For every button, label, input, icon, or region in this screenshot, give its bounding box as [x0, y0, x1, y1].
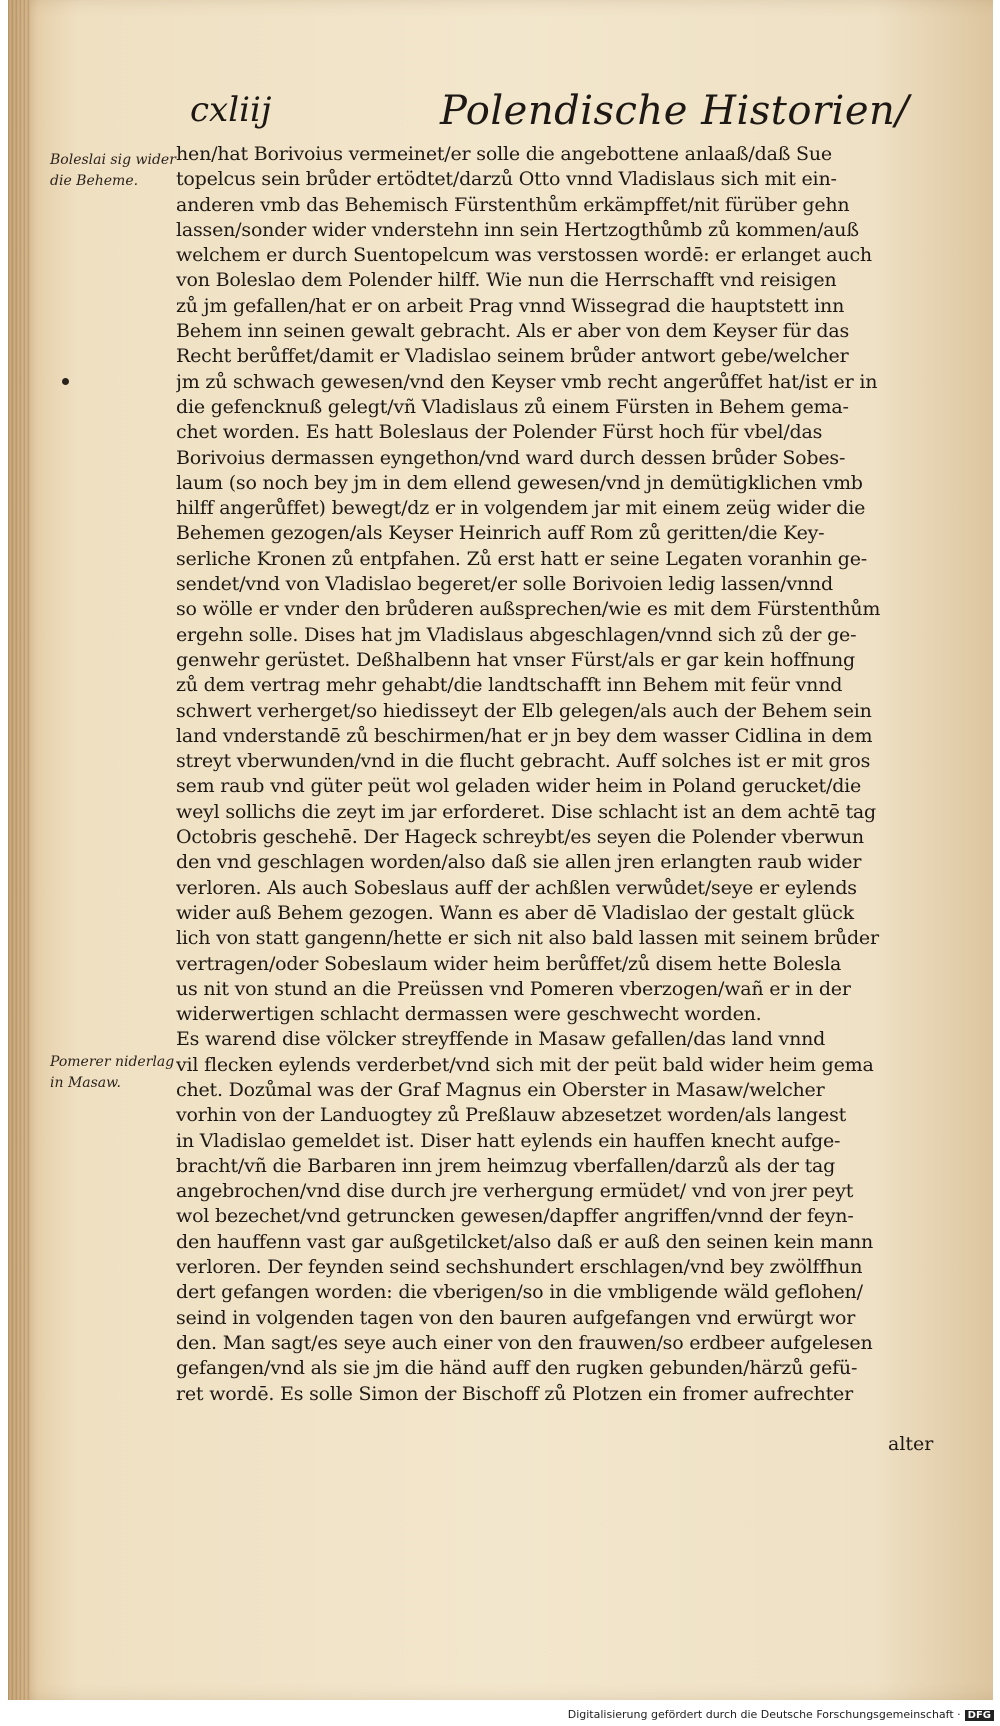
- text-line: von Boleslao dem Polender hilff. Wie nun die Herrschafft vnd reisigen: [176, 269, 837, 292]
- text-line: Es warend dise völcker streyffende in Masaw gefallen/das land vnnd: [176, 1028, 826, 1051]
- text-line: Behemen gezogen/als Keyser Heinrich auff Rom zů geritten/die Key-: [176, 522, 825, 545]
- text-line: gefangen/vnd als sie jm die händ auff den rugken gebunden/härzů gefü-: [176, 1357, 858, 1380]
- text-line: Octobris geschehē. Der Hageck schreybt/es seyen die Polender vberwun: [176, 826, 864, 849]
- catchword: alter: [888, 1433, 934, 1455]
- text-line: den vnd geschlagen worden/also daß sie allen jren erlangten raub wider: [176, 851, 862, 874]
- text-line: welchem er durch Suentopelcum was verstossen wordē: er erlanget auch: [176, 244, 872, 267]
- footer-credit-text: Digitalisierung gefördert durch die Deutsche Forschungsgemeinschaft ·: [567, 1708, 961, 1721]
- running-title: Polendische Historien/: [440, 88, 910, 134]
- dfg-logo: DFG: [965, 1710, 994, 1721]
- margin-note-boleslai: Boleslai sig wider die Beheme.: [50, 152, 176, 189]
- text-line: bracht/vñ die Barbaren inn jrem heimzug vberfallen/darzů als der tag: [176, 1154, 836, 1177]
- text-line: ret wordē. Es solle Simon der Bischoff zů Plotzen ein fromer aufrechter: [176, 1382, 853, 1405]
- text-line: angebrochen/vnd dise durch jre verhergung ermüdet/ vnd von jrer peyt: [176, 1180, 854, 1203]
- text-line: widerwertigen schlacht dermassen were geschwecht worden.: [176, 1003, 762, 1026]
- text-line: chet. Dozůmal was der Graf Magnus ein Oberster in Masaw/welcher: [176, 1078, 825, 1101]
- text-line: laum (so noch bey jm in dem ellend gewesen/vnd jn demütigklichen vmb: [176, 471, 863, 494]
- text-line: den. Man sagt/es seye auch einer von den frauwen/so erdbeer aufgelesen: [176, 1331, 873, 1354]
- text-line: land vnderstandē zů beschirmen/hat er jn bey dem wasser Cidlina in dem: [176, 724, 873, 747]
- page-gutter-edge: [8, 0, 30, 1700]
- text-line: wider auß Behem gezogen. Wann es aber dē Vladislao der gestalt glück: [176, 901, 854, 924]
- text-line: vorhin von der Landuogtey zů Preßlauw abzesetzet worden/als langest: [176, 1104, 847, 1127]
- text-line: lassen/sonder wider vnderstehn inn sein Hertzogthůmb zů kommen/auß: [176, 218, 859, 241]
- margin-dot-mark: [62, 378, 69, 385]
- text-line: zů jm gefallen/hat er on arbeit Prag vnnd Wissegrad die hauptstett inn: [176, 294, 845, 317]
- text-line: vil flecken eylends verderbet/vnd sich mit der peüt bald wider heim gema: [176, 1053, 874, 1076]
- text-line: seind in volgenden tagen von den bauren aufgefangen vnd erwürgt wor: [176, 1306, 856, 1329]
- text-line: Behem inn seinen gewalt gebracht. Als er aber von dem Keyser für das: [176, 320, 850, 343]
- text-line: verloren. Der feynden seind sechshundert erschlagen/vnd bey zwölffhun: [176, 1256, 863, 1279]
- text-line: Borivoius dermassen eyngethon/vnd ward durch dessen brůder Sobes-: [176, 446, 846, 469]
- text-line: dert gefangen worden: die vberigen/so in die vmbligende wäld geflohen/: [176, 1281, 863, 1304]
- text-line: jm zů schwach gewesen/vnd den Keyser vmb recht angerůffet hat/ist er in: [176, 370, 878, 393]
- text-line: anderen vmb das Behemisch Fürstenthům erkämpffet/nit fürüber gehn: [176, 193, 850, 216]
- text-line: sendet/vnd von Vladislao begeret/er solle Borivoien ledig lassen/vnnd: [176, 573, 833, 596]
- text-line: topelcus sein brůder ertödtet/darzů Otto vnnd Vladislaus sich mit ein-: [176, 168, 837, 191]
- text-line: chet worden. Es hatt Boleslaus der Polender Fürst hoch für vbel/das: [176, 421, 823, 444]
- text-line: us nit von stund an die Preüssen vnd Pomeren vberzogen/wañ er in der: [176, 977, 851, 1000]
- text-line: die gefencknuß gelegt/vñ Vladislaus zů einem Fürsten in Behem gema-: [176, 395, 849, 418]
- text-line: verloren. Als auch Sobeslaus auff der achßlen verwůdet/seye er eylends: [176, 876, 857, 899]
- text-line: genwehr gerüstet. Deßhalbenn hat vnser Fürst/als er gar kein hoffnung: [176, 648, 856, 671]
- text-line: hen/hat Borivoius vermeinet/er solle die angebottene anlaaß/daß Sue: [176, 143, 832, 165]
- text-line: den hauffenn vast gar außgetilcket/also daß er auß den seinen kein mann: [176, 1230, 874, 1253]
- footer-credit: [568, 1708, 994, 1721]
- body-text-block: [176, 142, 936, 1407]
- text-line: lich von statt gangenn/hette er sich nit also bald lassen mit seinem brůder: [176, 927, 879, 950]
- text-line: so wölle er vnder den brůderen außsprechen/wie es mit dem Fürstenthům: [176, 598, 881, 621]
- text-line: hilff angerůffet) bewegt/dz er in volgendem jar mit einem zeüg wider die: [176, 497, 866, 520]
- text-line: ergehn solle. Dises hat jm Vladislaus abgeschlagen/vnnd sich zů der ge-: [176, 623, 857, 646]
- text-line: in Vladislao gemeldet ist. Diser hatt eylends ein hauffen knecht aufge-: [176, 1129, 841, 1152]
- folio-number: cxliij: [190, 90, 272, 130]
- text-line: sem raub vnd güter peüt wol geladen wider heim in Poland gerucket/die: [176, 775, 862, 798]
- text-line: serliche Kronen zů entpfahen. Zů erst hatt er seine Legaten voranhin ge-: [176, 547, 867, 570]
- margin-note-pomerer: Pomerer niderlag in Masaw.: [50, 1054, 175, 1091]
- text-line: Recht berůffet/damit er Vladislao seinem brůder antwort gebe/welcher: [176, 345, 849, 368]
- text-line: weyl sollichs die zeyt im jar erforderet. Dise schlacht ist an dem achtē tag: [176, 800, 876, 823]
- text-line: schwert verherget/so hiedisseyt der Elb gelegen/als auch der Behem sein: [176, 699, 872, 722]
- text-line: wol bezechet/vnd getruncken gewesen/dapffer angriffen/vnnd der feyn-: [176, 1205, 854, 1228]
- text-line: vertragen/oder Sobeslaum wider heim berůffet/zů disem hette Bolesla: [176, 952, 842, 975]
- text-line: zů dem vertrag mehr gehabt/die landtschafft inn Behem mit feür vnnd: [176, 674, 843, 697]
- text-line: streyt vberwunden/vnd in die flucht gebracht. Auff solches ist er mit gros: [176, 750, 871, 773]
